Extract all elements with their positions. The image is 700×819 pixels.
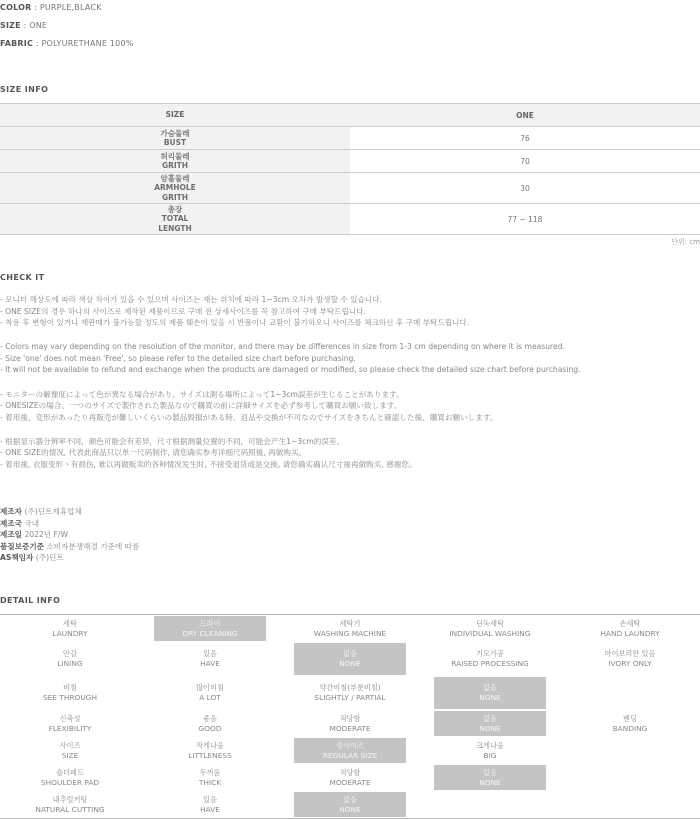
detail-row bbox=[0, 737, 700, 764]
detail-english-label: MODERATE bbox=[329, 723, 371, 733]
detail-option-box bbox=[434, 738, 546, 763]
notes-japanese: - モニターの解像度によって色が異なる場合があり、サイズは測る場所によって1~3cm誤差が生じることがあります。 - ONESIZEの場合、一つのサイズで製作された製品なので購買の前に詳細サイズを必ず参考して購買お願い致します。 - 着用後、変形があったり再販売が難しいくらいの製品毀損がある時、返品や交換が不可なのでサイズをきちんと確認した後、購買お願いします。 bbox=[0, 389, 498, 422]
detail-english-label: BIG bbox=[483, 750, 497, 760]
detail-option bbox=[140, 676, 280, 710]
detail-option bbox=[140, 615, 280, 642]
detail-attribute-label bbox=[0, 791, 140, 818]
size-header-value: ONE bbox=[516, 110, 534, 120]
size-header-label: SIZE bbox=[165, 110, 185, 120]
detail-option bbox=[280, 737, 420, 764]
detail-english-label: DRY CLEANING bbox=[182, 628, 238, 638]
detail-english-label: NONE bbox=[479, 693, 501, 702]
size-row-label: 암홀둘레 ARMHOLE GRITH bbox=[0, 173, 350, 203]
detail-option-box bbox=[154, 643, 266, 675]
detail-korean-label: 정사이즈 bbox=[336, 740, 364, 750]
size-row-value: 70 bbox=[520, 156, 530, 166]
detail-option-box bbox=[154, 711, 266, 736]
detail-option-box bbox=[14, 711, 126, 736]
detail-korean-label: 없음 bbox=[343, 794, 357, 804]
detail-korean-label: 사이즈 bbox=[59, 740, 81, 750]
notes-chinese: - 根据显示器分辨率不同，颜色可能会有差异，尺寸根据测量位置的不同，可能会产生1~3cm的误差。 - ONE SIZE的情况, 代表此商品只以单一尺码制作, 请您确实参考详细尺码照後, 再做购买。 - 着用後, 衣服变形丶有损伤, 难以再做贩卖的各种情况发生时, 不接受退货或是交换, 请您确实确认尺寸後再做购买, 感谢您。 bbox=[0, 436, 417, 470]
detail-option bbox=[280, 642, 420, 676]
detail-korean-label: 신축성 bbox=[59, 713, 81, 723]
detail-attribute-label bbox=[0, 710, 140, 737]
detail-english-label: NATURAL CUTTING bbox=[35, 804, 105, 814]
size-table-header bbox=[0, 103, 700, 127]
manufacturer-info bbox=[0, 506, 139, 564]
detail-korean-label: 없음 bbox=[483, 767, 497, 777]
detail-option-box bbox=[574, 643, 686, 675]
check-it-title: CHECK IT bbox=[0, 273, 45, 282]
detail-korean-label: 많이비침 bbox=[196, 683, 224, 692]
detail-korean-label: 단독세탁 bbox=[476, 618, 504, 628]
detail-option bbox=[560, 791, 700, 818]
detail-attribute-label bbox=[0, 676, 140, 710]
detail-korean-label: 없음 bbox=[483, 683, 497, 692]
detail-option-selected bbox=[434, 677, 546, 709]
detail-row bbox=[0, 676, 700, 710]
detail-row bbox=[0, 791, 700, 818]
size-row-length bbox=[0, 204, 700, 235]
size-row-label: 허리둘레 GRITH bbox=[0, 150, 350, 172]
detail-english-label: REGULAR SIZE bbox=[322, 750, 378, 760]
detail-english-label: NONE bbox=[479, 723, 501, 733]
detail-option-box bbox=[14, 677, 126, 709]
detail-attribute-label bbox=[0, 615, 140, 642]
maker-line: 품질보증기준 소비자분쟁해결 기준에 따름 bbox=[0, 541, 140, 551]
detail-english-label: SIZE bbox=[61, 750, 79, 760]
detail-option bbox=[140, 710, 280, 737]
detail-option-box bbox=[294, 711, 406, 736]
spec-size: SIZE : ONE bbox=[0, 21, 48, 30]
detail-english-label: SHOULDER PAD bbox=[40, 777, 100, 787]
size-row-value: 77 ~ 118 bbox=[507, 214, 543, 224]
detail-option bbox=[420, 642, 560, 676]
detail-option bbox=[140, 737, 280, 764]
size-row-label: 총장 TOTAL LENGTH bbox=[0, 204, 350, 234]
notes-english: - Colors may vary depending on the resolution of the monitor, and there may be differences in size from 1-3 cm depending on where it is measured. - Size 'one' does not mean 'Free', so please refer to the detailed size chart before purchasing. - It will not be available to refund and exchange when the products are damaged or modified, so please check the detailed size chart before purchasing. bbox=[0, 342, 581, 375]
detail-korean-label: 적당함 bbox=[339, 767, 361, 777]
detail-english-label: RAISED PROCESSING bbox=[451, 659, 529, 668]
detail-option-selected bbox=[434, 711, 546, 736]
detail-info-title: DETAIL INFO bbox=[0, 596, 61, 605]
detail-korean-label: 세탁 bbox=[63, 618, 77, 628]
detail-korean-label: 작게나옴 bbox=[196, 740, 224, 750]
size-table bbox=[0, 103, 700, 235]
detail-english-label: A LOT bbox=[199, 693, 221, 702]
detail-option bbox=[560, 642, 700, 676]
detail-english-label: NONE bbox=[339, 804, 361, 814]
detail-option-selected bbox=[154, 616, 266, 641]
detail-row bbox=[0, 642, 700, 676]
detail-option bbox=[280, 764, 420, 791]
detail-option bbox=[560, 676, 700, 710]
detail-attribute-label bbox=[0, 642, 140, 676]
spec-fabric: FABRIC : POLYURETHANE 100% bbox=[0, 39, 134, 48]
detail-english-label: INDIVIDUAL WASHING bbox=[449, 628, 531, 638]
detail-option-box bbox=[154, 765, 266, 790]
detail-english-label: LINING bbox=[57, 659, 83, 668]
detail-option-box bbox=[14, 738, 126, 763]
detail-korean-label: 약간비침(부분비침) bbox=[319, 683, 381, 692]
detail-option bbox=[560, 764, 700, 791]
maker-line: 제조자 (주)딘트제휴업체 bbox=[0, 507, 82, 516]
detail-english-label: HAND LAUNDRY bbox=[600, 628, 660, 638]
detail-option-box bbox=[154, 792, 266, 817]
detail-option bbox=[560, 710, 700, 737]
detail-korean-label: 마이보리만 있음 bbox=[604, 649, 656, 658]
detail-attribute-label bbox=[0, 764, 140, 791]
detail-option-box bbox=[434, 616, 546, 641]
size-info-title: SIZE INFO bbox=[0, 85, 49, 94]
detail-korean-label: 비침 bbox=[63, 683, 77, 692]
detail-korean-label: 없음 bbox=[483, 713, 497, 723]
size-unit-note: 단위: cm bbox=[671, 238, 700, 246]
detail-option-box bbox=[14, 792, 126, 817]
detail-option-selected bbox=[294, 643, 406, 675]
detail-option bbox=[420, 737, 560, 764]
detail-korean-label: 적당함 bbox=[339, 713, 361, 723]
detail-option-box bbox=[294, 616, 406, 641]
maker-line: AS책임자 (주)딘트 bbox=[0, 553, 64, 563]
detail-option-box bbox=[154, 738, 266, 763]
detail-english-label: WASHING MACHINE bbox=[313, 628, 387, 638]
detail-row bbox=[0, 615, 700, 642]
detail-korean-label: 있음 bbox=[203, 794, 217, 804]
detail-option-box bbox=[294, 765, 406, 790]
detail-option-box bbox=[574, 616, 686, 641]
spec-color: COLOR : PURPLE,BLACK bbox=[0, 3, 102, 12]
detail-korean-label: 기모가공 bbox=[476, 649, 504, 658]
size-row-value: 76 bbox=[520, 133, 530, 143]
detail-korean-label: 손세탁 bbox=[619, 618, 641, 628]
detail-english-label: FLEXIBILITY bbox=[48, 723, 92, 733]
size-row-bust bbox=[0, 127, 700, 150]
detail-english-label: BANDING bbox=[612, 723, 648, 733]
detail-option-selected bbox=[294, 738, 406, 763]
detail-option bbox=[280, 615, 420, 642]
detail-row bbox=[0, 710, 700, 737]
detail-english-label: LAUNDRY bbox=[52, 628, 88, 638]
detail-option-box bbox=[14, 765, 126, 790]
detail-english-label: SLIGHTLY / PARTIAL bbox=[314, 693, 386, 702]
notes-korean: - 모니터 해상도에 따라 색상 차이가 있을 수 있으며 사이즈는 재는 위치에 따라 1~3cm 오차가 발생할 수 있습니다. - ONE SIZE의 경우 하나의 사이즈로 제작된 제품이므로 구매 전 상세사이즈를 꼭 참고하여 구매 부탁드립니다. - 착용 후 변형이 있거나 재판매가 불가능할 정도의 제품 훼손이 있을 시 반품이나 교환이 불가하오니 사이즈를 체크하신 후 구매 부탁드립니다. bbox=[0, 295, 470, 328]
detail-korean-label: 안감 bbox=[63, 649, 77, 658]
detail-option bbox=[140, 791, 280, 818]
detail-korean-label: 크게나옴 bbox=[476, 740, 504, 750]
size-row-label: 가슴둘레 BUST bbox=[0, 127, 350, 149]
detail-english-label: MODERATE bbox=[329, 777, 371, 787]
detail-english-label: GOOD bbox=[198, 723, 222, 733]
detail-english-label: NONE bbox=[339, 659, 361, 668]
detail-english-label: IVORY ONLY bbox=[608, 659, 652, 668]
detail-english-label: SEE THROUGH bbox=[42, 693, 98, 702]
detail-option-box bbox=[154, 677, 266, 709]
detail-option-box bbox=[14, 643, 126, 675]
detail-korean-label: 좋음 bbox=[203, 713, 217, 723]
detail-korean-label: 두꺼움 bbox=[199, 767, 221, 777]
detail-korean-label: 세탁기 bbox=[339, 618, 361, 628]
maker-line: 제조일 2022년 F/W bbox=[0, 530, 68, 540]
detail-korean-label: 내추럴커팅 bbox=[52, 794, 88, 804]
detail-option-box bbox=[574, 711, 686, 736]
detail-english-label: NONE bbox=[479, 777, 501, 787]
detail-option bbox=[280, 710, 420, 737]
detail-option bbox=[140, 764, 280, 791]
detail-row bbox=[0, 764, 700, 791]
detail-korean-label: 없음 bbox=[343, 649, 357, 658]
size-row-value: 30 bbox=[520, 183, 530, 193]
detail-option bbox=[420, 676, 560, 710]
detail-option-box bbox=[14, 616, 126, 641]
detail-option bbox=[140, 642, 280, 676]
check-it-notes bbox=[0, 294, 700, 483]
detail-option-box bbox=[434, 643, 546, 675]
detail-korean-label: 밴딩 bbox=[623, 713, 637, 723]
detail-option bbox=[560, 737, 700, 764]
detail-korean-label: 드라이 bbox=[199, 618, 221, 628]
detail-option bbox=[280, 676, 420, 710]
detail-option bbox=[420, 764, 560, 791]
detail-english-label: HAVE bbox=[200, 659, 220, 668]
detail-option-box bbox=[294, 677, 406, 709]
detail-attribute-label bbox=[0, 737, 140, 764]
detail-english-label: HAVE bbox=[200, 804, 220, 814]
size-row-waist bbox=[0, 150, 700, 173]
detail-option-selected bbox=[294, 792, 406, 817]
detail-korean-label: 있음 bbox=[203, 649, 217, 658]
detail-english-label: THICK bbox=[198, 777, 222, 787]
maker-line: 제조국 국내 bbox=[0, 518, 40, 528]
detail-info-grid bbox=[0, 614, 700, 819]
detail-option bbox=[420, 615, 560, 642]
detail-option-selected bbox=[434, 765, 546, 790]
size-row-armhole bbox=[0, 173, 700, 204]
detail-korean-label: 숄더패드 bbox=[56, 767, 84, 777]
detail-option bbox=[280, 791, 420, 818]
detail-option bbox=[560, 615, 700, 642]
detail-option bbox=[420, 710, 560, 737]
detail-option bbox=[420, 791, 560, 818]
detail-english-label: LITTLENESS bbox=[188, 750, 232, 760]
